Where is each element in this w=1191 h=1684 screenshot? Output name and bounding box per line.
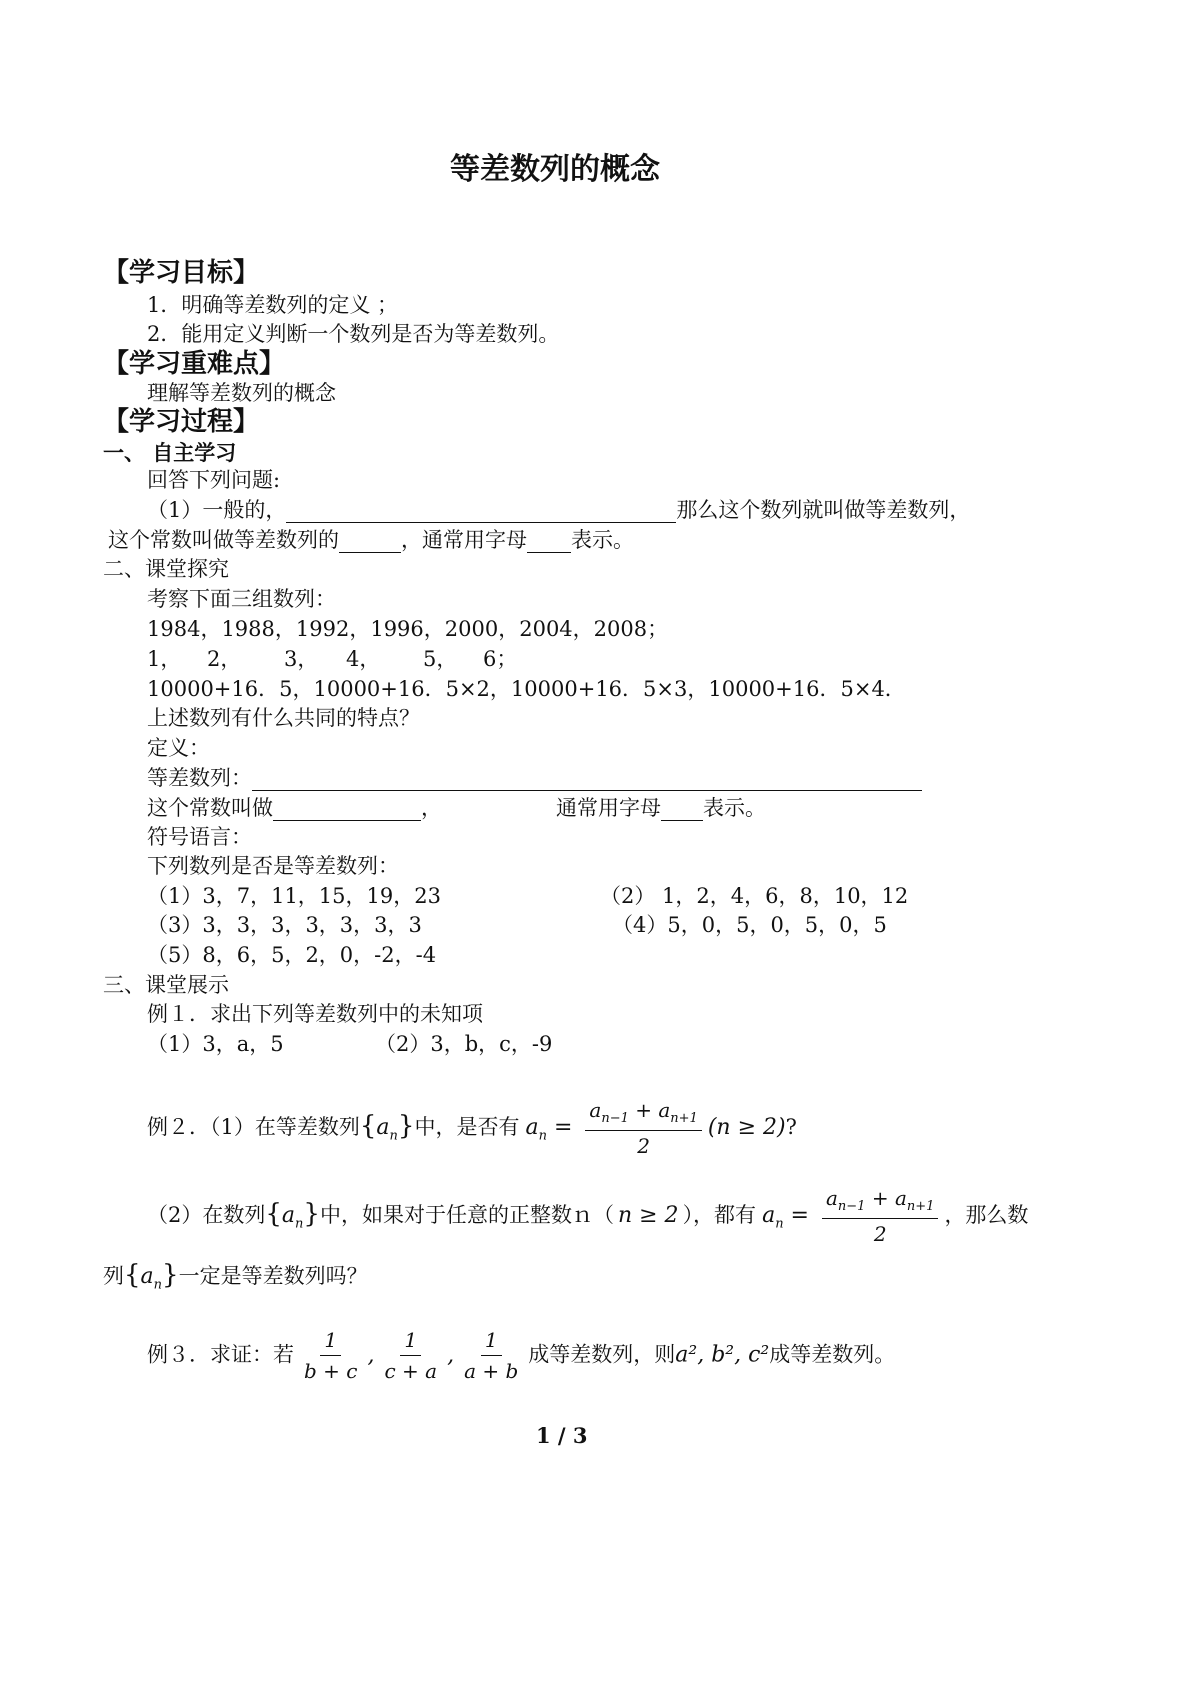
seq-an: $\{a_n\}$ bbox=[124, 1260, 179, 1293]
ex2-2-text-d: ，那么数 bbox=[944, 1202, 1029, 1227]
example-1-b: （2）3，b，c，-9 bbox=[375, 1032, 553, 1056]
constant-line bbox=[147, 795, 766, 821]
key-points-header: 【学习重难点】 bbox=[103, 349, 286, 379]
recurrence-formula: $a_n$ = $\frac{a_{n-1} + a_{n+1}}{2}$ (n ≥ 2) bbox=[525, 1098, 786, 1158]
def-label: 等差数列： bbox=[147, 766, 252, 790]
example-2-part2 bbox=[147, 1186, 1028, 1246]
part1-intro: 回答下列问题: bbox=[147, 468, 281, 492]
part1-question1 bbox=[147, 497, 970, 523]
seq2-item: 1， bbox=[147, 647, 182, 671]
answer-blank bbox=[286, 497, 676, 523]
judge-item-4: （4）5，0，5，0，5，0，5 bbox=[612, 913, 887, 937]
page-number: 1 / 3 bbox=[536, 1423, 588, 1448]
common-feature-question: 上述数列有什么共同的特点？ bbox=[147, 706, 420, 730]
ex2-2-text-c: ），都有 bbox=[682, 1202, 757, 1227]
part1-title: 一、 自主学习 bbox=[103, 440, 237, 465]
judge-item-5: （5）8，6，5，2，0，-2，-4 bbox=[147, 943, 437, 967]
judge-item-2: （2） 1，2，4，6，8，10，12 bbox=[600, 884, 909, 908]
example-2-part2-line2 bbox=[103, 1260, 368, 1293]
page-title: 等差数列的概念 bbox=[450, 152, 660, 187]
seq2-item: 6； bbox=[483, 647, 518, 671]
seq2-item: 4， bbox=[346, 647, 381, 671]
ex2-3-text-b: 一定是等差数列吗？ bbox=[178, 1264, 368, 1288]
q1-line2-c: 表示。 bbox=[571, 528, 634, 552]
key-points-text: 理解等差数列的概念 bbox=[147, 381, 336, 405]
observe-text: 考察下面三组数列： bbox=[147, 587, 336, 611]
goal-2: 2．能用定义判断一个数列是否为等差数列。 bbox=[147, 322, 560, 346]
seq2-item: 5， bbox=[423, 647, 458, 671]
part3-title: 三、课堂展示 bbox=[103, 973, 229, 997]
q1-end: 那么这个数列就叫做等差数列， bbox=[676, 498, 971, 522]
judge-item-1: （1）3，7，11，15，19，23 bbox=[147, 884, 441, 908]
part2-title: 二、课堂探究 bbox=[103, 557, 229, 581]
process-header: 【学习过程】 bbox=[103, 407, 260, 437]
seq2-item: 2， bbox=[207, 647, 242, 671]
example-2-part1 bbox=[147, 1098, 797, 1158]
seq-an: $\{a_n\}$ bbox=[359, 1110, 415, 1144]
sequence-1: 1984，1988，1992，1996，2000，2004，2008； bbox=[147, 617, 669, 641]
answer-blank bbox=[527, 527, 571, 553]
definition-label: 定义： bbox=[147, 736, 210, 760]
example-1-a: （1）3，a，5 bbox=[147, 1032, 284, 1056]
symbol-language: 符号语言： bbox=[147, 825, 252, 849]
sequence-3: 10000+16．5，10000+16．5×2，10000+16．5×3，10000+16．5×4． bbox=[147, 677, 906, 701]
sequence-2 bbox=[147, 647, 517, 672]
example-3 bbox=[147, 1328, 895, 1383]
n-condition: n ≥ 2 bbox=[617, 1202, 679, 1228]
const-d: 表示。 bbox=[703, 796, 766, 820]
ex2-question-mark: ? bbox=[785, 1114, 797, 1139]
ex3-text-b: 成等差数列，则 bbox=[528, 1342, 676, 1367]
recurrence-formula: $a_n$ = $\frac{a_{n-1} + a_{n+1}}{2}$ bbox=[762, 1203, 944, 1228]
ex2-text-b: 中，是否有 bbox=[414, 1114, 520, 1139]
const-b: ， bbox=[421, 796, 442, 820]
seq-an: $\{a_n\}$ bbox=[265, 1198, 320, 1232]
judge-question: 下列数列是否是等差数列： bbox=[147, 854, 399, 878]
answer-blank bbox=[339, 527, 401, 553]
ex3-text-c: 成等差数列。 bbox=[769, 1342, 896, 1367]
q1-start: （1）一般的， bbox=[147, 498, 287, 522]
goals-header: 【学习目标】 bbox=[103, 258, 260, 288]
part1-question1-line2 bbox=[108, 527, 634, 553]
q1-line2-b: ，通常用字母 bbox=[401, 528, 527, 552]
squares: a², b², c² bbox=[675, 1342, 770, 1368]
definition-line bbox=[147, 765, 922, 791]
ex2-text-a: 例２．（1）在等差数列 bbox=[147, 1114, 360, 1139]
ex2-2-text-a: （2）在数列 bbox=[147, 1202, 266, 1227]
ex2-3-text-a: 列 bbox=[103, 1264, 124, 1288]
seq2-item: 3， bbox=[284, 647, 319, 671]
goal-1: 1．明确等差数列的定义 ； bbox=[147, 293, 399, 317]
const-a: 这个常数叫做 bbox=[147, 796, 273, 820]
answer-blank bbox=[273, 795, 421, 821]
fractions: $\frac{1}{b + c}$ , $\frac{1}{c + a}$ , $\frac{1}{a + b}$ bbox=[304, 1328, 519, 1383]
const-c: 通常用字母 bbox=[556, 796, 661, 820]
answer-blank bbox=[252, 765, 922, 791]
example-1: 例１．求出下列等差数列中的未知项 bbox=[147, 1002, 483, 1026]
answer-blank bbox=[661, 795, 703, 821]
ex3-text-a: 例３．求证：若 bbox=[147, 1342, 294, 1367]
ex2-2-text-b: 中，如果对于任意的正整数ｎ（ bbox=[319, 1202, 614, 1227]
q1-line2-a: 这个常数叫做等差数列的 bbox=[108, 528, 339, 552]
judge-item-3: （3）3，3，3，3，3，3，3 bbox=[147, 913, 422, 937]
